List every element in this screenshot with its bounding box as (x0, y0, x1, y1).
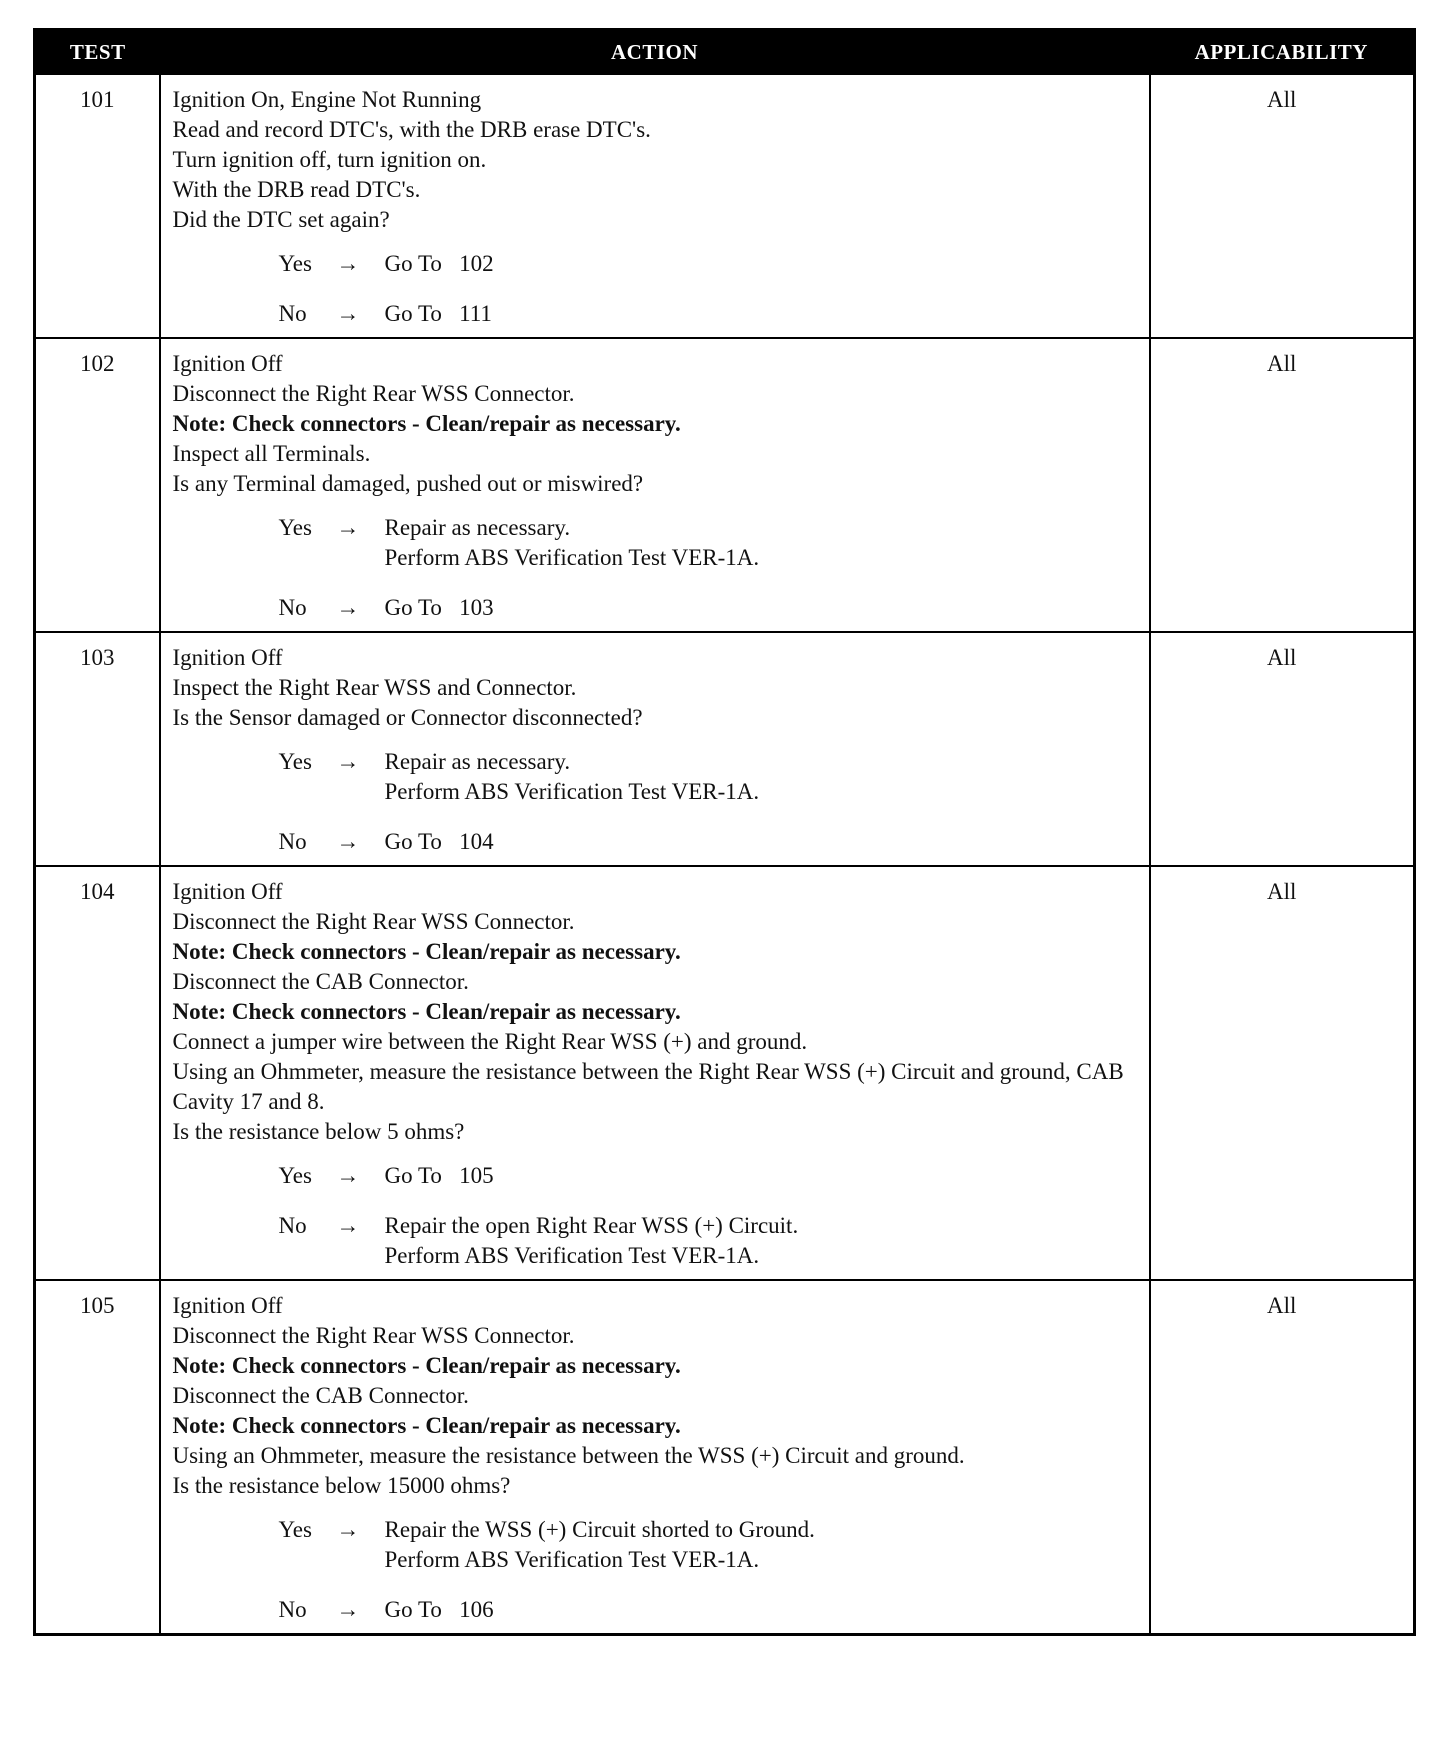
outcome-line: Perform ABS Verification Test VER-1A. (384, 779, 760, 804)
action-cell (160, 866, 1150, 1280)
arrow-right-icon: → (336, 1163, 360, 1188)
action-cell (160, 338, 1150, 632)
outcome-line: Go To 104 (384, 829, 494, 854)
result-outcome (385, 827, 1141, 857)
outcome-line: Repair the WSS (+) Circuit shorted to Ground. (384, 1517, 815, 1542)
instruction-line: Is the resistance below 5 ohms? (172, 1119, 465, 1144)
result-answer: No (278, 595, 307, 620)
header-action: ACTION (160, 30, 1150, 75)
result-outcome (385, 1161, 1141, 1191)
test-number: 104 (35, 866, 160, 1280)
test-number: 101 (35, 74, 160, 338)
instruction-line: Is the resistance below 15000 ohms? (172, 1473, 511, 1498)
outcome-line: Go To 105 (384, 1163, 494, 1188)
header-applicability: APPLICABILITY (1150, 30, 1415, 75)
applicability-value: All (1150, 1280, 1415, 1635)
instruction-line: Read and record DTC's, with the DRB erase DTC's. (172, 117, 651, 142)
table-row (35, 1280, 1415, 1635)
note-line: Note: Check connectors - Clean/repair as necessary. (172, 411, 681, 436)
result-no (279, 827, 1141, 857)
applicability-value: All (1150, 74, 1415, 338)
outcome-line: Go To 103 (384, 595, 494, 620)
result-outcome (385, 1211, 1141, 1271)
instruction-line: Disconnect the CAB Connector. (172, 969, 469, 994)
diagnostic-test-table (33, 28, 1416, 1636)
instruction-line: Is the Sensor damaged or Connector disconnected? (172, 705, 643, 730)
result-answer: Yes (278, 749, 312, 774)
table-row (35, 338, 1415, 632)
result-answer: Yes (278, 251, 312, 276)
instruction-line: Disconnect the Right Rear WSS Connector. (172, 381, 575, 406)
table-header (35, 30, 1415, 75)
outcome-line: Repair as necessary. (384, 749, 571, 774)
result-answer: No (278, 1597, 307, 1622)
arrow-right-icon: → (336, 1597, 360, 1622)
table-row (35, 74, 1415, 338)
outcome-line: Perform ABS Verification Test VER-1A. (384, 1547, 760, 1572)
action-cell (160, 632, 1150, 866)
results-block (173, 747, 1141, 857)
note-line: Note: Check connectors - Clean/repair as necessary. (172, 939, 681, 964)
test-number: 105 (35, 1280, 160, 1635)
instruction-line: Disconnect the CAB Connector. (172, 1383, 469, 1408)
test-number: 103 (35, 632, 160, 866)
instruction-line: Ignition Off (172, 1293, 283, 1318)
result-answer: Yes (278, 515, 312, 540)
instruction-line: Ignition Off (172, 879, 283, 904)
result-answer: No (278, 301, 307, 326)
result-yes (279, 249, 1141, 279)
note-line: Note: Check connectors - Clean/repair as necessary. (172, 1413, 681, 1438)
result-answer: Yes (278, 1163, 312, 1188)
applicability-value: All (1150, 866, 1415, 1280)
outcome-line: Repair as necessary. (384, 515, 571, 540)
result-outcome (385, 1595, 1141, 1625)
arrow-right-icon: → (336, 829, 360, 854)
result-yes (279, 747, 1141, 807)
arrow-right-icon: → (336, 515, 360, 540)
arrow-right-icon: → (336, 749, 360, 774)
note-line: Note: Check connectors - Clean/repair as necessary. (172, 1353, 681, 1378)
note-line: Note: Check connectors - Clean/repair as necessary. (172, 999, 681, 1024)
arrow-right-icon: → (336, 1517, 360, 1542)
table-body (35, 74, 1415, 1635)
instruction-line: Disconnect the Right Rear WSS Connector. (172, 909, 575, 934)
applicability-value: All (1150, 338, 1415, 632)
result-no (279, 1595, 1141, 1625)
arrow-right-icon: → (336, 595, 360, 620)
outcome-line: Go To 111 (384, 301, 492, 326)
instruction-line: With the DRB read DTC's. (172, 177, 421, 202)
table-row (35, 632, 1415, 866)
result-outcome (385, 747, 1141, 807)
instruction-line: Disconnect the Right Rear WSS Connector. (172, 1323, 575, 1348)
result-no (279, 593, 1141, 623)
outcome-line: Go To 106 (384, 1597, 494, 1622)
results-block (173, 1161, 1141, 1271)
result-answer: No (278, 1213, 307, 1238)
instruction-line: Is any Terminal damaged, pushed out or miswired? (172, 471, 644, 496)
instruction-line: Ignition Off (172, 645, 283, 670)
result-outcome (385, 1515, 1141, 1575)
result-answer: No (278, 829, 307, 854)
header-test: TEST (35, 30, 160, 75)
result-yes (279, 1161, 1141, 1191)
instruction-line: Using an Ohmmeter, measure the resistance between the Right Rear WSS (+) Circuit and ground, CAB Cavity 17 and 8. (172, 1059, 1124, 1114)
test-number: 102 (35, 338, 160, 632)
action-cell (160, 1280, 1150, 1635)
outcome-line: Repair the open Right Rear WSS (+) Circuit. (384, 1213, 799, 1238)
instruction-line: Ignition Off (172, 351, 283, 376)
diagnostic-test-document (33, 28, 1413, 1636)
arrow-right-icon: → (336, 301, 360, 326)
result-outcome (385, 299, 1141, 329)
outcome-line: Go To 102 (384, 251, 494, 276)
result-outcome (385, 513, 1141, 573)
result-no (279, 299, 1141, 329)
table-row (35, 866, 1415, 1280)
result-yes (279, 1515, 1141, 1575)
instruction-line: Ignition On, Engine Not Running (172, 87, 482, 112)
results-block (173, 1515, 1141, 1625)
result-outcome (385, 593, 1141, 623)
arrow-right-icon: → (336, 1213, 360, 1238)
outcome-line: Perform ABS Verification Test VER-1A. (384, 545, 760, 570)
instruction-line: Turn ignition off, turn ignition on. (172, 147, 487, 172)
result-no (279, 1211, 1141, 1271)
arrow-right-icon: → (336, 251, 360, 276)
results-block (173, 513, 1141, 623)
result-outcome (385, 249, 1141, 279)
instruction-line: Using an Ohmmeter, measure the resistance between the WSS (+) Circuit and ground. (172, 1443, 965, 1468)
action-cell (160, 74, 1150, 338)
instruction-line: Connect a jumper wire between the Right Rear WSS (+) and ground. (172, 1029, 808, 1054)
instruction-line: Did the DTC set again? (172, 207, 390, 232)
outcome-line: Perform ABS Verification Test VER-1A. (384, 1243, 760, 1268)
result-yes (279, 513, 1141, 573)
result-answer: Yes (278, 1517, 312, 1542)
results-block (173, 249, 1141, 329)
instruction-line: Inspect all Terminals. (172, 441, 371, 466)
applicability-value: All (1150, 632, 1415, 866)
instruction-line: Inspect the Right Rear WSS and Connector. (172, 675, 577, 700)
